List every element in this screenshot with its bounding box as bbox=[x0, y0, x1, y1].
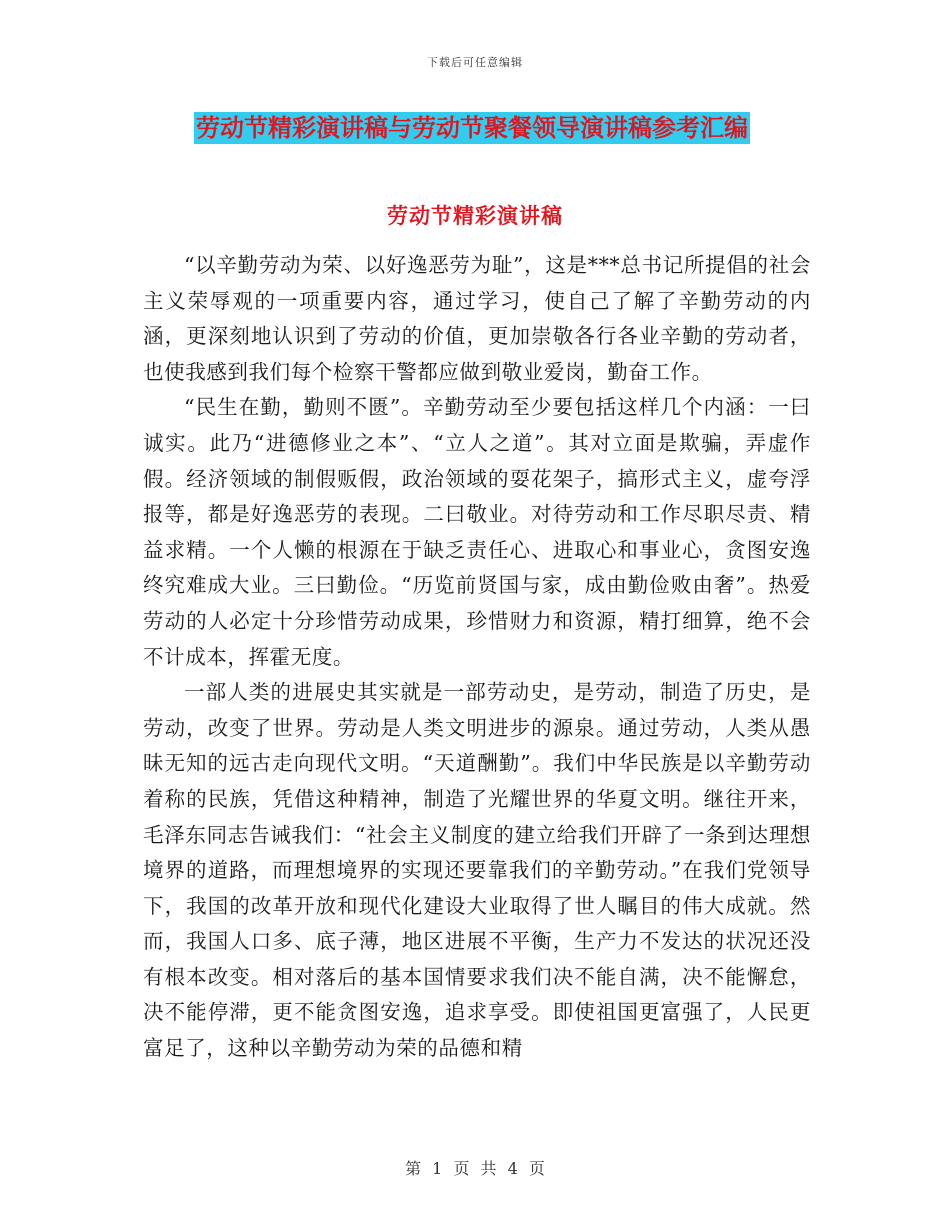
paragraph: 一部人类的进展史其实就是一部劳动史，是劳动，制造了历史，是劳动，改变了世界。劳动是人类文明进步的源泉。通过劳动，人类从愚昧无知的远古走向现代文明。“天道酬勤”。我们中华民族是以辛勤劳动着称的民族，凭借这种精神，制造了光耀世界的华夏文明。继往开来，毛泽东同志告诫我们：“社会主义制度的建立给我们开辟了一条到达理想境界的道路，而理想境界的实现还要靠我们的辛勤劳动。”在我们党领导下，我国的改革开放和现代化建设大业取得了世人瞩目的伟大成就。然而，我国人口多、底子薄，地区进展不平衡，生产力不发达的状况还没有根本改变。相对落后的基本国情要求我们决不能自满，决不能懈怠，决不能停滞，更不能贪图安逸，追求享受。即使祖国更富强了，人民更富足了，这种以辛勤劳动为荣的品德和精 bbox=[143, 680, 811, 1061]
page-header-note: 下载后可任意编辑 bbox=[427, 56, 523, 69]
paragraph: “以辛勤劳动为荣、以好逸恶劳为耻”，这是***总书记所提倡的社会主义荣辱观的一项重要内容，通过学习，使自己了解了辛勤劳动的内涵，更深刻地认识到了劳动的价值，更加崇敬各行各业辛勤的劳动者，也使我感到我们每个检察干警都应做到敬业爱岗，勤奋工作。 bbox=[143, 253, 811, 384]
document-title: 劳动节精彩演讲稿与劳动节聚餐领导演讲稿参考汇编 bbox=[196, 113, 748, 142]
paragraph: “民生在勤，勤则不匮”。辛勤劳动至少要包括这样几个内涵：一曰诚实。此乃“进德修业之本”、“立人之道”。其对立面是欺骗，弄虚作假。经济领域的制假贩假，政治领域的耍花架子，搞形式主义，虚夸浮报等，都是好逸恶劳的表现。二曰敬业。对待劳动和工作尽职尽责、精益求精。一个人懒的根源在于缺乏责任心、进取心和事业心，贪图安逸终究难成大业。三曰勤俭。“历览前贤国与家，成由勤俭败由奢”。热爱劳动的人必定十分珍惜劳动成果，珍惜财力和资源，精打细算，绝不会不计成本，挥霍无度。 bbox=[143, 395, 811, 669]
document-body bbox=[143, 248, 811, 1067]
section-title: 劳动节精彩演讲稿 bbox=[387, 203, 563, 228]
page-number: 第 1 页 共 4 页 bbox=[405, 1159, 545, 1178]
